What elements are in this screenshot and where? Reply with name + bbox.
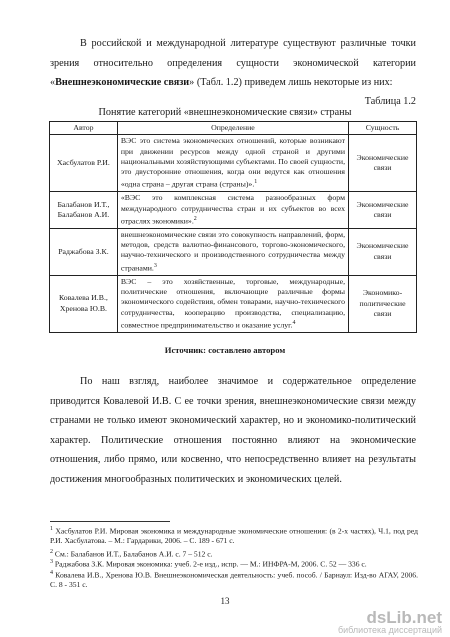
intro-term: Внешнеэкономические связи — [55, 77, 190, 88]
footnote — [50, 569, 418, 589]
header-essence: Сущность — [349, 122, 417, 135]
intro-paragraph — [50, 34, 416, 93]
watermark-subtitle: библиотека диссертаций — [337, 625, 442, 635]
footnote-number: 3 — [50, 559, 53, 565]
footnote-ref[interactable]: 4 — [292, 319, 296, 326]
essence-cell: Экономические связи — [349, 192, 417, 228]
page-number: 13 — [220, 596, 230, 606]
table-number: Таблица 1.2 — [364, 96, 416, 107]
table-title: Понятие категорий «внешнеэкономические связи» страны — [98, 107, 352, 118]
definition-cell — [117, 135, 348, 192]
footnote-divider — [50, 521, 170, 522]
definition-text: «ВЭС это комплексная система разнообразных форм международного сотрудничества стран и их субъектов во всех отраслях экономики». — [120, 193, 346, 226]
intro-before: В российской и международной литературе существуют различные точки зрения относительно определения сущности экономической категории « — [50, 38, 416, 88]
table-row — [50, 275, 417, 332]
footnote-number: 4 — [50, 570, 53, 576]
definition-cell — [117, 275, 348, 332]
footnote-text: Ковалева И.В., Хренова Ю.В. Внешнеэкономическая деятельность: учеб. пособ. / Барнаул: Изд-во АГАУ, 2006. С. 8 - 351 с. — [50, 570, 418, 589]
footnote-text: Раджабова З.К. Мировая экономика: учеб. 2-е изд., испр. — М.: ИНФРА-М, 2006. С. 52 — 336 с. — [54, 559, 367, 569]
definition-cell — [117, 192, 348, 228]
author-cell: Хасбулатов Р.И. — [50, 135, 118, 192]
author-cell: Ковалева И.В., Хренова Ю.В. — [50, 275, 118, 332]
essence-cell: Экономико-политические связи — [349, 275, 417, 332]
table-row — [50, 192, 417, 228]
table-row — [50, 135, 417, 192]
footnote-text: См.: Балабанов И.Т., Балабанов А.И. с. 7 – 512 с. — [54, 549, 213, 559]
footnote-ref[interactable]: 1 — [254, 179, 258, 186]
table-source: Источник: составлено автором — [164, 345, 286, 355]
author-cell: Раджабова З.К. — [50, 228, 118, 275]
footnote-ref[interactable]: 3 — [153, 262, 157, 269]
footnote — [50, 558, 418, 569]
definitions-table — [49, 121, 417, 333]
table-header-row — [50, 122, 417, 135]
footnote-text: Хасбулатов Р.И. Мировая экономика и международные экономические отношения: (в 2-х частях), Ч.1, под ред Р.И. Хасбулатова. – М.: Гардарики, 2006. – С. 189 - 671 с. — [50, 526, 418, 545]
body-paragraph: По наш взгляд, наиболее значимое и содержательное определение приводится Ковалевой И.В. С ее точки зрения, внешнеэкономические связи между странами не только имеют экономический характер, но и экономико-политический характер. Политические отношения постоянно влияют на экономические отношения, либо прямо, или косвенно, что непосредственно влияет на результаты достижения многообразных политических и экономических целей. — [50, 376, 416, 485]
table-row — [50, 228, 417, 275]
definition-cell — [117, 228, 348, 275]
definition-text: внешнеэкономические связи это совокупность направлений, форм, методов, средств валютно-финансового, торгово-экономического, научно-технического и производственного сотрудничества между странами. — [120, 229, 346, 273]
header-author: Автор — [50, 122, 118, 135]
intro-after: » (Табл. 1.2) приведем лишь некоторые из них: — [189, 77, 393, 88]
footnote-number: 2 — [50, 549, 53, 555]
header-definition: Определение — [117, 122, 348, 135]
footnote-number: 1 — [50, 526, 53, 532]
watermark[interactable] — [296, 608, 446, 636]
definition-text: ВЭС – это хозяйственные, торговые, международные, политические отношения, включающие различные формы экономического содействия, обмен товарами, научно-технического сотрудничества, кооперацию производства, специализацию, совместное предпринимательство и оказание услуг. — [120, 276, 346, 330]
footnote — [50, 525, 418, 545]
watermark-logo: dsLib.net — [366, 608, 442, 627]
footnote-ref[interactable]: 2 — [193, 215, 197, 222]
author-cell: Балабанов И.Т., Балабанов А.И. — [50, 192, 118, 228]
essence-cell: Экономические связи — [349, 135, 417, 192]
essence-cell: Экономические связи — [349, 228, 417, 275]
definition-text: ВЭС это система экономических отношений, которые возникают при движении ресурсов между одной страной и другими национальными хозяйствующими субъектами. По своей сущности, это двусторонние отношения, когда они ведутся как отношения «одна страна – другая страна (страны)». — [120, 136, 346, 190]
